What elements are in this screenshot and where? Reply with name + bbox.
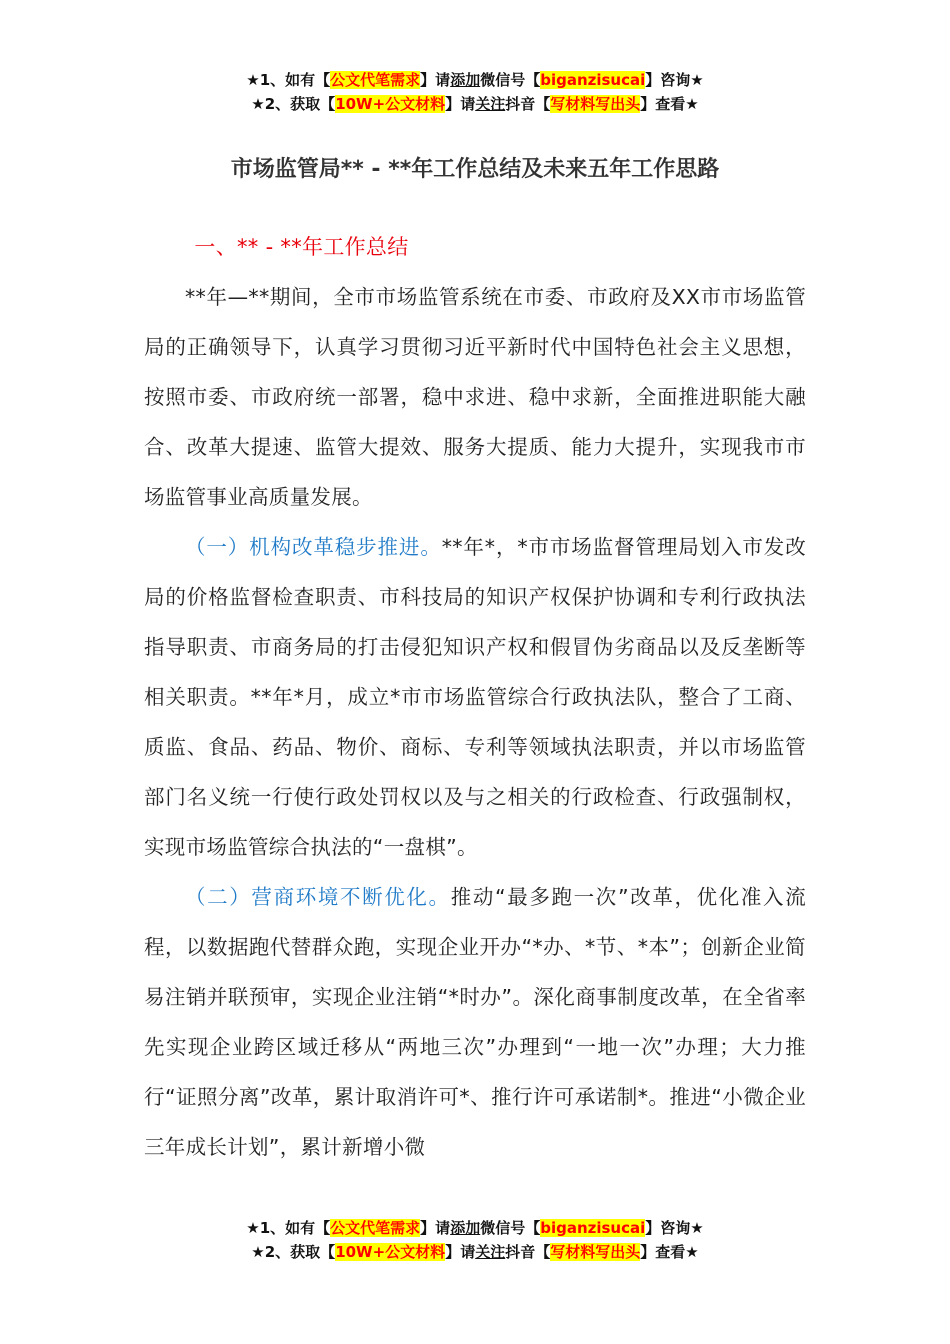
section-heading: 一、** - **年工作总结 bbox=[194, 235, 409, 259]
subsection-paragraph-1: （一）机构改革稳步推进。**年*，*市市场监督管理局划入市发改局的价格监督检查职责、市科技局的知识产权保护协调和专利行政执法指导职责、市商务局的打击侵犯知识产权和假冒伪劣商品以及反垄断等相关职责。**年*月，成立*市市场监管综合行政执法队，整合了工商、质监、食品、药品、物价、商标、专利等领域执法职责，并以市场监管部门名义统一行使行政处罚权以及与之相关的行政检查、行政强制权，实现市场监管综合执法的“一盘棋”。 bbox=[144, 535, 806, 859]
promo-douyin-id: 写材料写出头 bbox=[550, 1243, 641, 1261]
promo-line-2: ★2、获取【10W+公文材料】请关注抖音【写材料写出头】查看★ bbox=[251, 1243, 699, 1261]
subsection-heading: （一）机构改革稳步推进。 bbox=[185, 535, 442, 559]
promo-wechat-id: biganzisucai bbox=[540, 1219, 646, 1237]
subsection-paragraph-2: （二）营商环境不断优化。推动“最多跑一次”改革，优化准入流程，以数据跑代替群众跑，实现企业开办“*办、*节、*本”；创新企业简易注销并联预审，实现企业注销“*时办”。深化商事制度改革，在全省率先实现企业跨区域迁移从“两地三次”办理到“一地一次”办理；大力推行“证照分离”改革，累计取消许可*、推行许可承诺制*。推进“小微企业三年成长计划”，累计新增小微 bbox=[144, 885, 806, 1159]
promo-douyin-id: 写材料写出头 bbox=[550, 95, 641, 113]
promo-line-1: ★1、如有【公文代笔需求】请添加微信号【biganzisucai】咨询★ bbox=[246, 71, 704, 89]
promo-line-1: ★1、如有【公文代笔需求】请添加微信号【biganzisucai】咨询★ bbox=[246, 1219, 704, 1237]
promo-banner-bottom bbox=[0, 1216, 950, 1264]
promo-highlight: 公文代笔需求 bbox=[330, 71, 421, 89]
promo-highlight: 公文代笔需求 bbox=[330, 1219, 421, 1237]
document-title: 市场监管局** - **年工作总结及未来五年工作思路 bbox=[230, 157, 720, 182]
promo-wechat-id: biganzisucai bbox=[540, 71, 646, 89]
document-body bbox=[144, 222, 806, 1172]
promo-highlight: 10W+公文材料 bbox=[335, 1243, 446, 1261]
subsection-heading: （二）营商环境不断优化。 bbox=[185, 885, 451, 909]
promo-banner-top bbox=[0, 68, 950, 116]
intro-paragraph: **年—**期间，全市市场监管系统在市委、市政府及XX市市场监管局的正确领导下，认真学习贯彻习近平新时代中国特色社会主义思想，按照市委、市政府统一部署，稳中求进、稳中求新，全面推进职能大融合、改革大提速、监管大提效、服务大提质、能力大提升，实现我市市场监管事业高质量发展。 bbox=[144, 285, 806, 509]
promo-highlight: 10W+公文材料 bbox=[335, 95, 446, 113]
promo-line-2: ★2、获取【10W+公文材料】请关注抖音【写材料写出头】查看★ bbox=[251, 95, 699, 113]
